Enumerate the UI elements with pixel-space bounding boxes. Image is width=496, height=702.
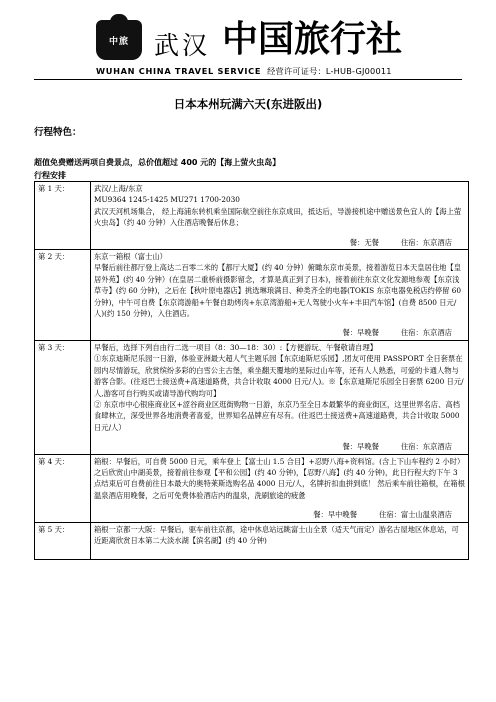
day-content [91,454,469,522]
day-description: 早餐后前往都厅登上高达二百零二米的【都厅大厦】(约 40 分钟）俯瞰东京市美景，接着游览日本天皇居住地【皇居外苑】(约 40 分钟）(在皇居二重桥前摄影留念，才算是真正到了日本)，接着前往东京文化发源地参观【东京浅草寺】(约 60 分钟)，之后在【秋叶原电器店】挑选琳琅满目、种类齐全的电器(TOKIS 东京电器免税店约停留 60 分钟)，中午可自费【东京湾游船+午餐自助烤肉+东京湾游船+无人驾驶小火车+丰田汽车馆】(自费 8500 日元/人)(约 150 分钟)，入住酒店。 [94,263,462,319]
day-content [91,522,469,559]
brand-city: 武汉 [154,31,211,60]
day-route: 武汉/上海/东京 [94,184,143,193]
meals-label: 餐：无餐 [349,237,379,247]
features-heading: 行程特色： [34,127,82,138]
promo-text: 超值免费赠送两项自费景点，总价值超过 400 元的【海上萤火虫岛】 [34,158,281,167]
hotel-label: 住宿：东京酒店 [400,237,452,247]
day-description: 箱根：早餐后，可自费 5000 日元，乘车登上【富士山 1.5 合目】+忍野八海+资料馆。(含上下山车程约 2 小时）之后欣赏山中湖美景，接着前往参观【平和公园】(约 40 分钟)，【忍野八海】(约 40 分钟)，此日行程大约下午 3 点结束后可自费前往日本最大的奥特莱斯选购名品 4000 日元/人，名牌折扣血拼到底！ 然后乘车前往箱根，在箱根温泉酒店用晚餐，之后可免费体验酒店内的温泉，洗刷旅途的疲惫 [94,456,465,500]
schedule-heading: 行程安排 [34,171,66,180]
itinerary-row [35,182,469,250]
day-flights: MU9364 1245-1425 MU271 1700-2030 [94,195,240,205]
meals-label: 餐：早晚餐 [342,328,379,338]
day-description: 武汉天河机场集合， 经上海浦东转机乘坐国际航空前往东京成田，抵达后，导游接机途中赠送景色宜人的【海上萤火虫岛】（约 40 分钟）入住酒店晚餐后休息； [94,206,462,228]
day-label: 第 3 天： [35,340,91,454]
hotel-label: 住宿：东京酒店 [400,328,452,338]
day-route: 早餐后，选择下列自由行二选一项目（8：30—18：30）:【方便游玩、午餐敬请自理】 [94,342,378,352]
meals-lodging [94,509,466,520]
day-description: ② 东京市中心银座商业区+涩谷商业区逛街购物一日游，东京乃至全日本最繁华的商业街区，这里世界名店、高档食肆林立，深受世界各地消费者喜爱，世界知名品牌应有尽有。(往返巴士接送费+高速道路费，共合计收取 5000 日元/人） [94,399,460,432]
day-content [91,250,469,341]
brand-name: 中国旅行社 [222,19,403,60]
page-title: 日本本州玩满六天(东进阪出) [173,97,323,111]
itinerary-row [35,340,469,454]
meals-label: 餐：早晚餐 [342,442,379,452]
header-rule [34,79,462,80]
meals-label: 餐：早中晚餐 [313,510,358,520]
meals-lodging [94,237,466,248]
meals-lodging [94,441,466,452]
company-logo: 中旅 [96,20,142,60]
day-label: 第 2 天： [35,250,91,341]
hotel-label: 住宿：东京酒店 [400,442,452,452]
itinerary-row [35,250,469,341]
day-label: 第 4 天： [35,454,91,522]
itinerary-table [34,181,469,560]
license-number: 经营许可证号：L-HUB-GJ00011 [267,66,392,76]
itinerary-row [35,454,469,522]
meals-lodging [94,327,466,338]
day-description: ①东京迪斯尼乐园一日游，体验亚洲最大超人气主题乐园【东京迪斯尼乐园】,团友可使用 PASSPORT 全日套票在园内尽情游玩，欣赏缤纷多彩的白雪公主古堡，乘坐翻天覆地的星际过山车等，还有人人熟悉，可爱的卡通人物与游客合影。(往返巴士接送费+高速道路费，共合计收取 4000 日元/人)。※【东京迪斯尼乐园全日套票 6200 日元/人,游客可自行购买或请导游代购均可】 [94,354,464,398]
brand-subline [96,66,392,77]
day-content [91,340,469,454]
day-route: 东京一箱根（富士山） [94,252,167,262]
day-content [91,182,469,250]
itinerary-row [35,522,469,559]
day-label: 第 5 天： [35,522,91,559]
hotel-label: 住宿：富士山温泉酒店 [379,510,452,520]
day-description: 箱根一京都一大阪：早餐后，驱车前往京都，途中休息站远眺富士山全景（适天气而定）游名古屋地区休息站，可近距离欣赏日本第二大淡水湖【滨名湖】(约 40 分钟) [94,524,459,545]
brand-english: WUHAN CHINA TRAVEL SERVICE [96,66,262,76]
letterhead [96,20,436,80]
day-label: 第 1 天： [35,182,91,250]
